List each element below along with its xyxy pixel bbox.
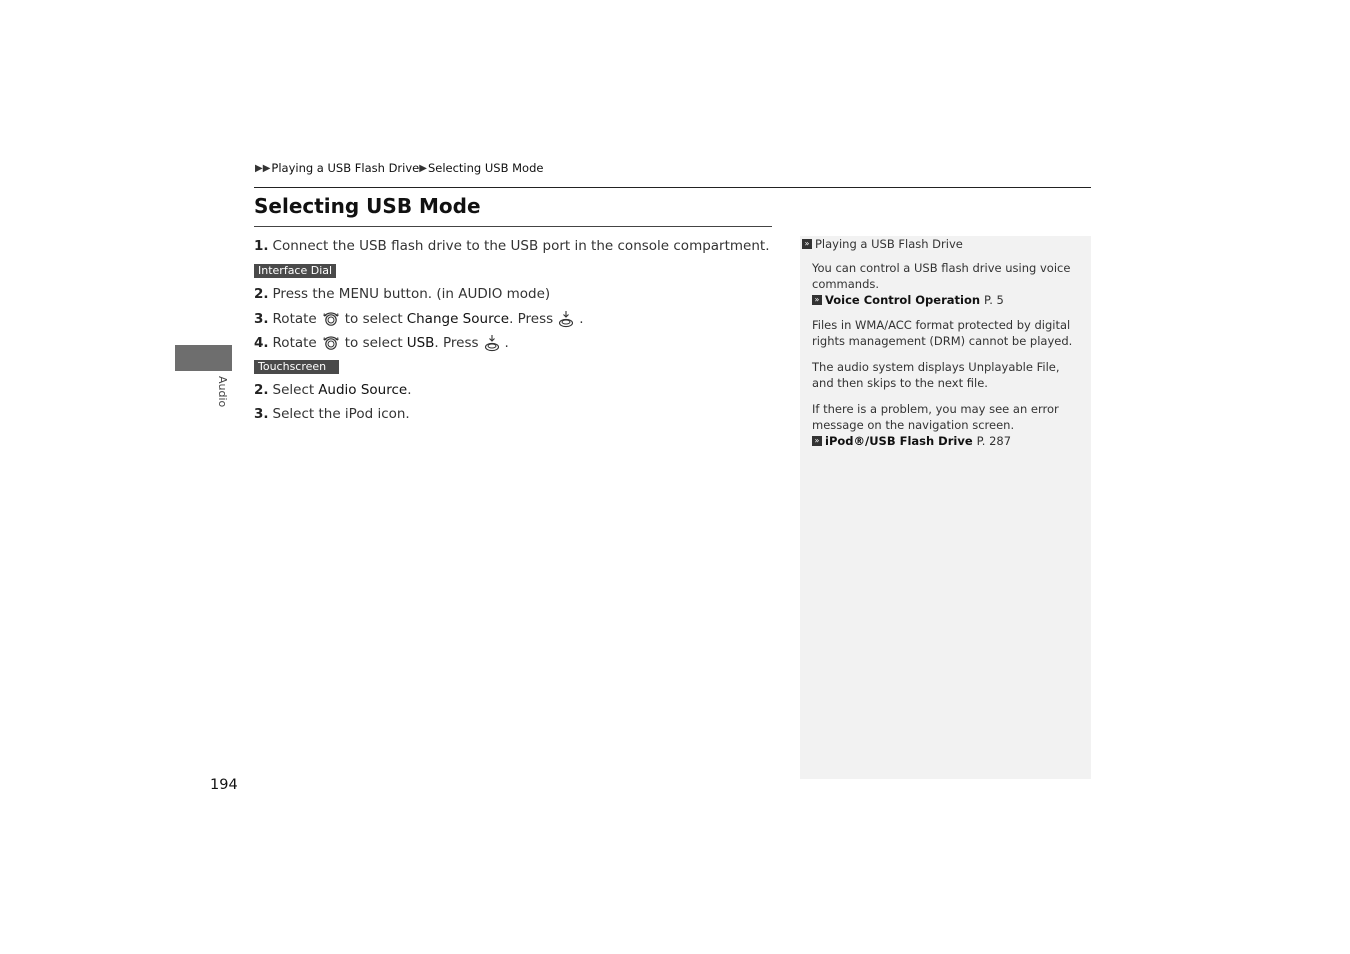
title-divider (254, 226, 772, 227)
step-number: 2. (254, 286, 269, 302)
breadcrumb-item: Selecting USB Mode (427, 161, 544, 175)
menu-option-label: Audio Source (318, 382, 408, 398)
interface-dial-rotate-icon (321, 333, 341, 353)
reference-page: P. 5 (984, 293, 1004, 307)
page-title: Selecting USB Mode (254, 194, 481, 218)
note-text: You can control a USB flash drive using voice commands. (812, 261, 1071, 291)
section-tab (175, 345, 232, 371)
step-text: . (579, 311, 584, 327)
note-text: Files in WMA/ACC format protected by digital rights management (DRM) cannot be played. (812, 318, 1073, 348)
step-number: 2. (254, 382, 269, 398)
step-text: . (407, 382, 412, 398)
step-number: 3. (254, 406, 269, 422)
step-text: Connect the USB flash drive to the USB port in the console compartment. (272, 238, 770, 254)
step-text: to select (344, 335, 403, 351)
step-number: 1. (254, 238, 269, 254)
breadcrumb-item[interactable]: Playing a USB Flash Drive (271, 161, 420, 175)
step-3-dial (254, 309, 583, 329)
reference-arrow-icon: » (812, 295, 822, 305)
interface-dial-tag: Interface Dial (254, 264, 336, 278)
breadcrumb (255, 161, 543, 175)
section-label: Audio (216, 376, 229, 408)
step-text: . Press (509, 311, 554, 327)
sidebar-note (812, 317, 1082, 349)
sidebar-note (812, 401, 1082, 449)
step-1 (254, 238, 770, 254)
step-2-dial (254, 286, 550, 302)
sidebar-heading-text: Playing a USB Flash Drive (815, 237, 963, 251)
step-text: . Press (434, 335, 479, 351)
sidebar-note (812, 359, 1082, 391)
step-number: 4. (254, 335, 269, 351)
step-3-touch (254, 406, 410, 422)
cross-reference-link[interactable] (812, 292, 1082, 308)
interface-dial-press-icon (557, 309, 575, 329)
header-divider (254, 187, 1091, 188)
page-number: 194 (210, 777, 238, 793)
step-text: Press the MENU button. (in AUDIO mode) (272, 286, 551, 302)
reference-label[interactable]: Voice Control Operation (825, 293, 981, 307)
menu-option-label: USB (406, 335, 435, 351)
reference-page: P. 287 (976, 434, 1012, 448)
step-2-touch (254, 382, 412, 398)
step-text: Rotate (272, 311, 317, 327)
breadcrumb-separator-icon: ▶ (419, 162, 427, 174)
interface-dial-press-icon (483, 333, 501, 353)
sidebar-heading (802, 237, 963, 251)
reference-arrow-icon: » (802, 239, 812, 249)
step-text: Select the iPod icon. (272, 406, 410, 422)
step-number: 3. (254, 311, 269, 327)
reference-label[interactable]: iPod®/USB Flash Drive (825, 434, 973, 448)
sidebar-note (812, 260, 1082, 308)
reference-arrow-icon: » (812, 436, 822, 446)
step-text: . (504, 335, 509, 351)
interface-dial-rotate-icon (321, 309, 341, 329)
touchscreen-tag: Touchscreen (254, 360, 339, 374)
menu-option-label: Change Source (406, 311, 510, 327)
step-text: Select (272, 382, 315, 398)
step-4-dial (254, 333, 509, 353)
note-text: The audio system displays Unplayable File, and then skips to the next file. (812, 360, 1060, 390)
note-text: If there is a problem, you may see an error message on the navigation screen. (812, 402, 1059, 432)
step-text: Rotate (272, 335, 317, 351)
cross-reference-link[interactable] (812, 433, 1082, 449)
breadcrumb-arrows-icon: ▶▶ (255, 162, 271, 174)
step-text: to select (344, 311, 403, 327)
